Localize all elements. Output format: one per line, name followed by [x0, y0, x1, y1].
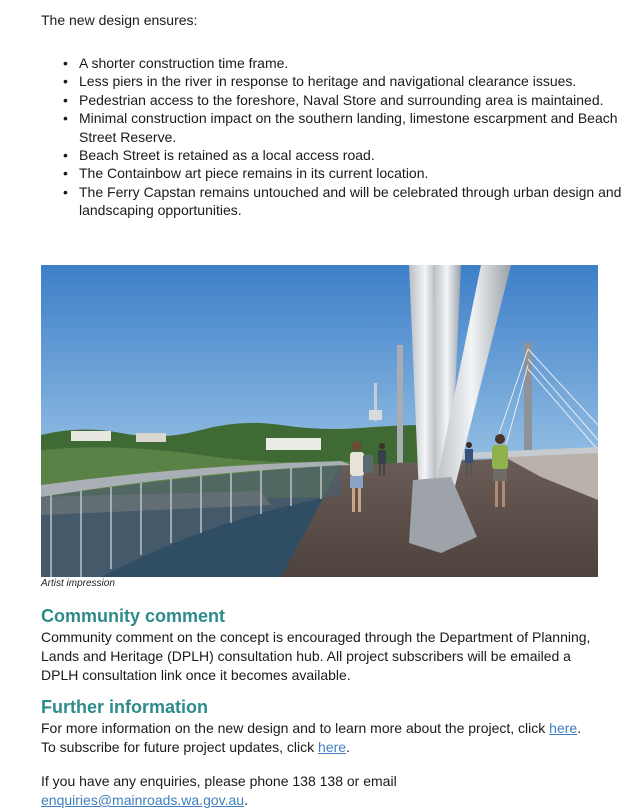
enquiry-email-link[interactable]: enquiries@mainroads.wa.gov.au	[41, 792, 245, 808]
enquiry-line	[41, 772, 601, 810]
subscribe-text: To subscribe for future project updates, click	[41, 739, 319, 755]
list-item: • The Ferry Capstan remains untouched and will be celebrated through urban design and landscaping opportunities.	[79, 183, 643, 220]
more-information-link[interactable]: here	[549, 720, 578, 736]
list-item: • Less piers in the river in response to heritage and navigational clearance issues.	[79, 72, 643, 90]
community-comment-body: Community comment on the concept is encouraged through the Department of Planning, Lands and Heritage (DPLH) consultation hub. All project subscribers will be emailed a DPLH consultation link once it becomes available.	[41, 629, 591, 683]
further-information-heading: Further information	[41, 697, 208, 717]
list-item: • The Containbow art piece remains in its current location.	[79, 164, 643, 182]
list-item: • Beach Street is retained as a local access road.	[79, 146, 643, 164]
list-item: • Pedestrian access to the foreshore, Naval Store and surrounding area is maintained.	[79, 91, 643, 109]
community-comment-heading: Community comment	[41, 606, 226, 626]
image-caption: Artist impression	[41, 578, 115, 589]
design-benefits-list	[41, 54, 643, 220]
more-information-end: .	[577, 720, 582, 736]
intro-text: The new design ensures:	[41, 12, 198, 28]
list-item: • A shorter construction time frame.	[79, 54, 643, 72]
more-information-line	[41, 719, 601, 738]
subscribe-line	[41, 738, 601, 757]
list-item: • Minimal construction impact on the southern landing, limestone escarpment and Beach Street Reserve.	[79, 109, 643, 146]
subscribe-link[interactable]: here	[318, 739, 347, 755]
enquiry-end: .	[244, 792, 248, 808]
enquiry-text: If you have any enquiries, please phone 138 138 or email	[41, 773, 397, 789]
bridge-artist-impression-image	[41, 265, 598, 577]
subscribe-end: .	[346, 739, 350, 755]
more-information-text: For more information on the new design and to learn more about the project, click	[41, 720, 550, 736]
